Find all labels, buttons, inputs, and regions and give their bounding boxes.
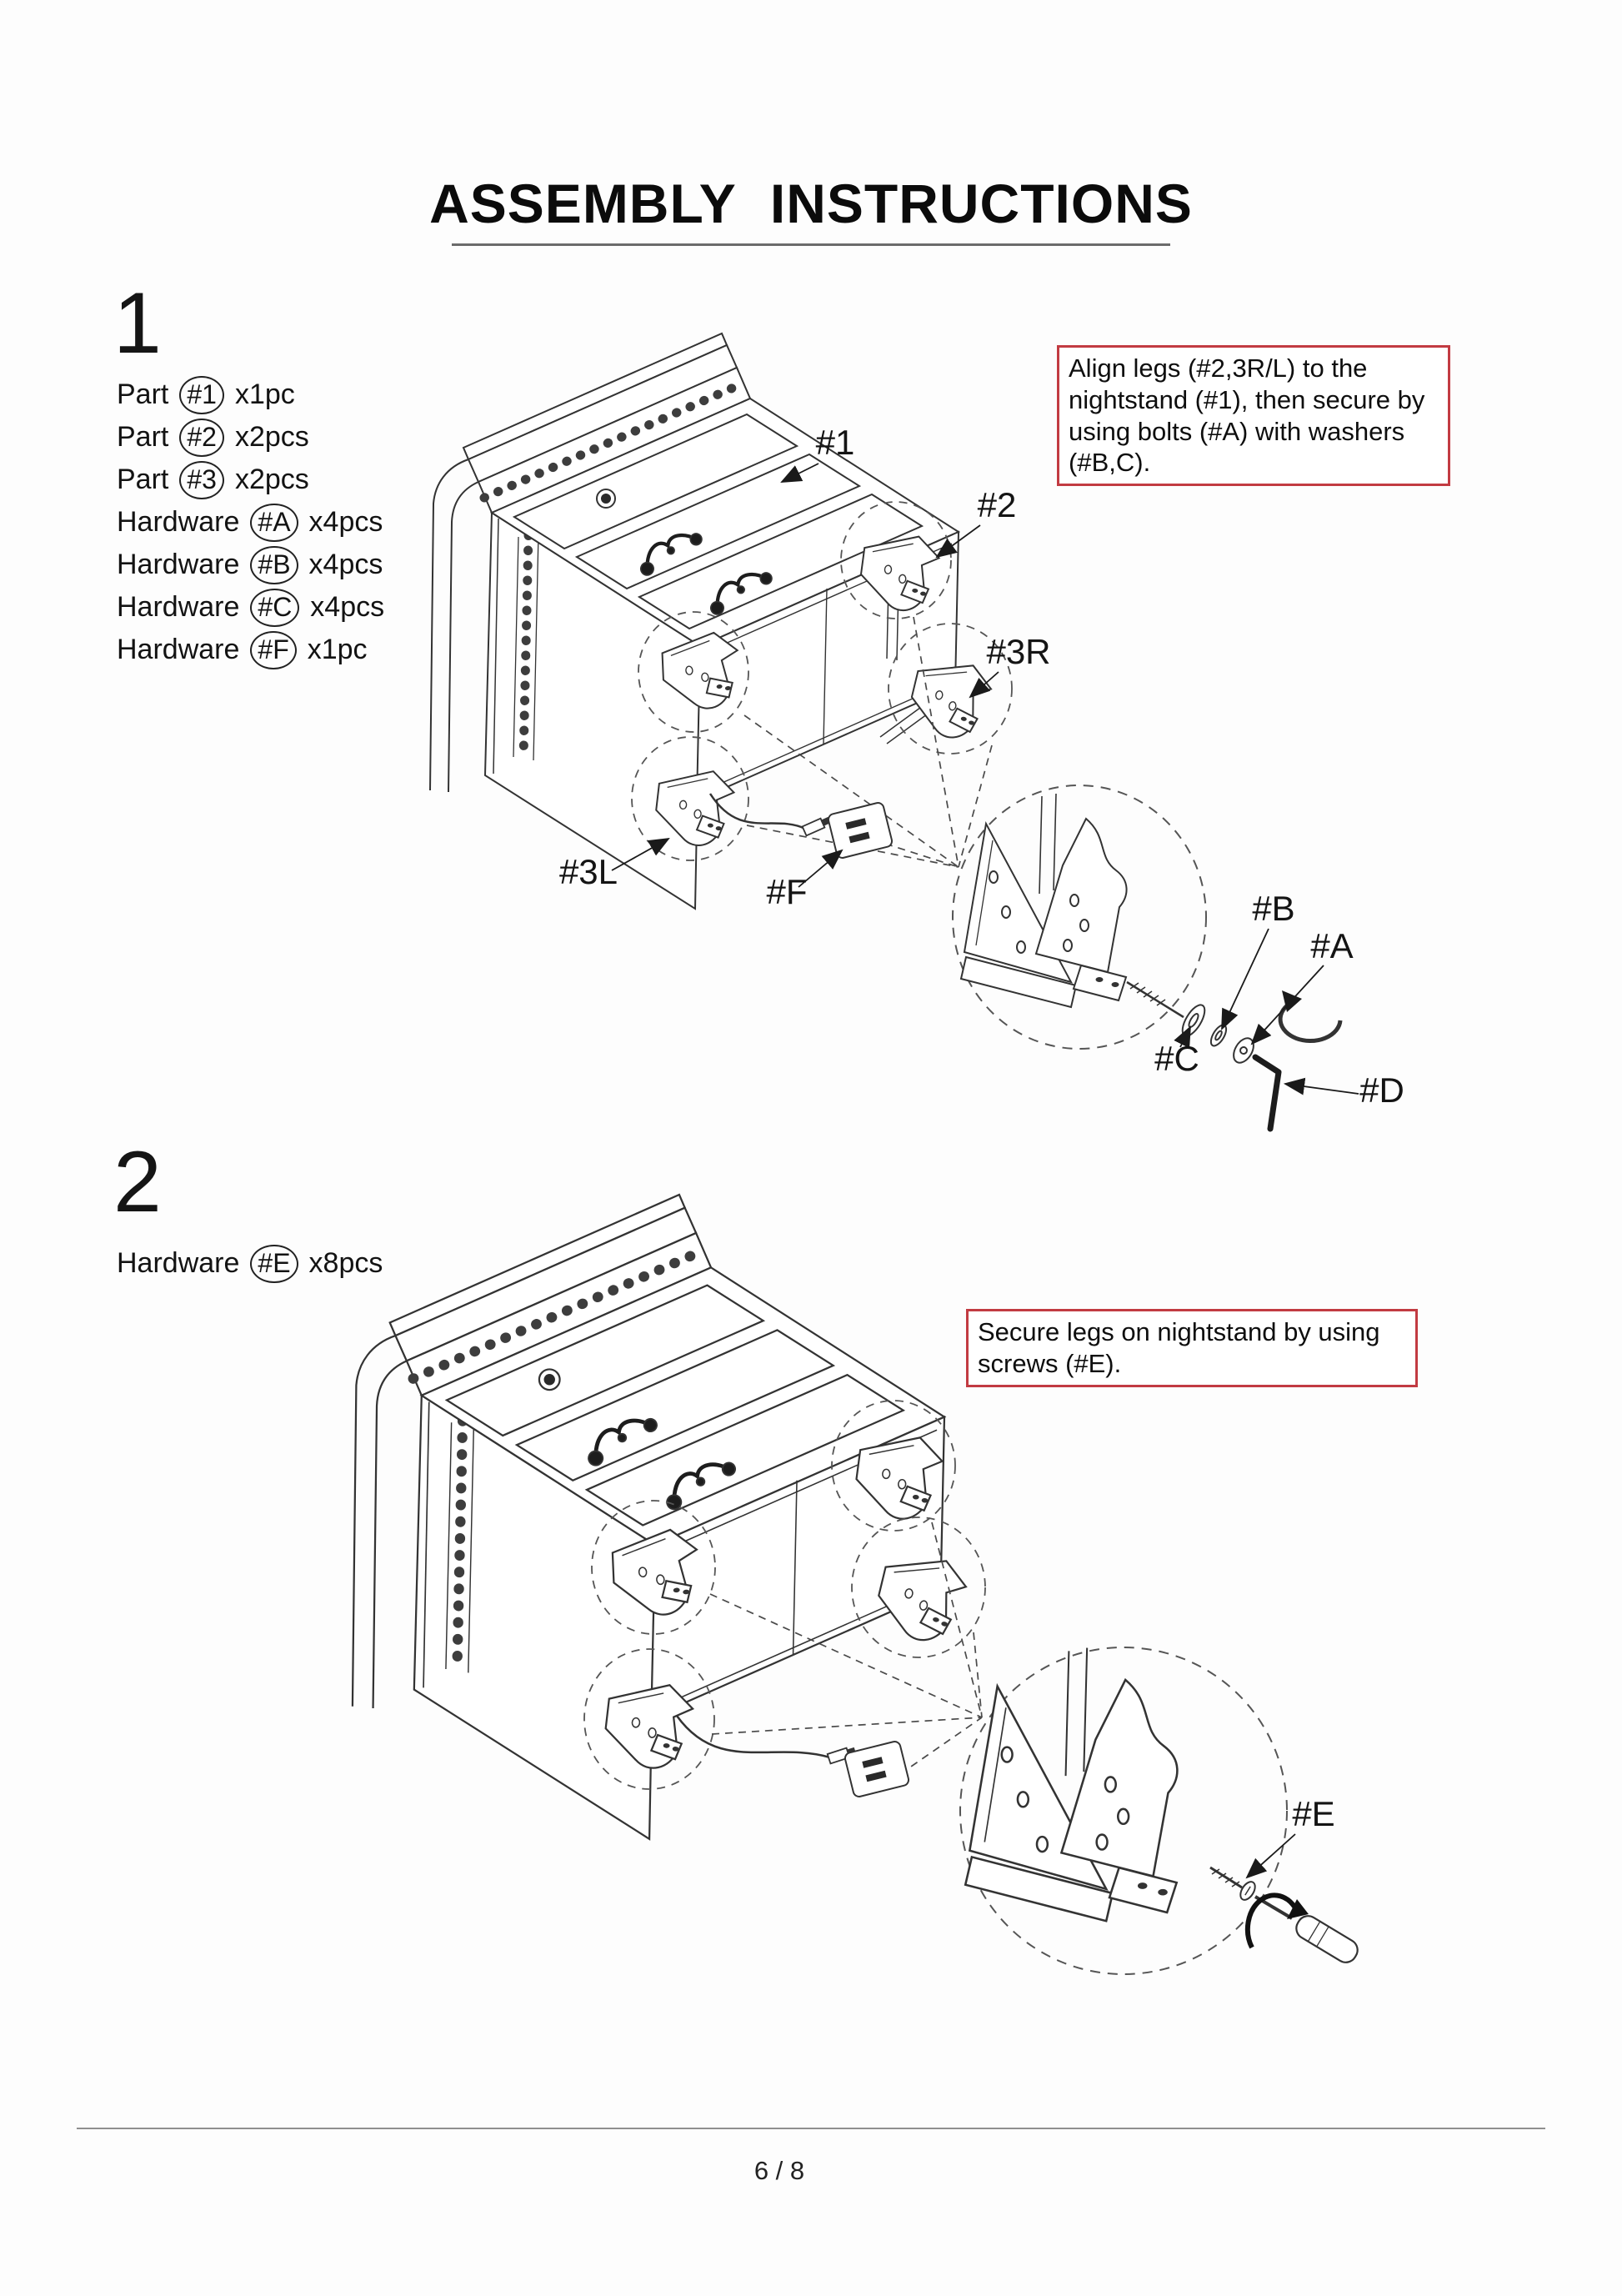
part-code-badge: #F bbox=[250, 631, 296, 669]
parts-list-item bbox=[117, 416, 384, 459]
step2-label-arrows bbox=[1247, 1834, 1295, 1877]
part-qty: x4pcs bbox=[310, 591, 385, 623]
power-strip bbox=[677, 1716, 910, 1797]
label-hw-a: #A bbox=[1310, 926, 1354, 965]
part-code-badge: #C bbox=[250, 589, 299, 627]
label-hw-b: #B bbox=[1252, 889, 1295, 928]
step2-number: 2 bbox=[113, 1134, 162, 1231]
part-prefix: Part bbox=[117, 421, 169, 453]
label-hw-d: #D bbox=[1359, 1070, 1404, 1110]
parts-list-item bbox=[117, 629, 384, 671]
parts-list-item bbox=[117, 373, 384, 416]
part-qty: x8pcs bbox=[308, 1247, 383, 1279]
parts-list-item bbox=[117, 459, 384, 501]
parts-list-item bbox=[117, 544, 384, 586]
step1-detail bbox=[953, 785, 1340, 1129]
title-underline bbox=[452, 243, 1170, 246]
label-part2: #2 bbox=[977, 485, 1017, 524]
part-qty: x2pcs bbox=[234, 464, 309, 495]
page-number: 6 / 8 bbox=[753, 2156, 805, 2185]
label-hw-e: #E bbox=[1292, 1794, 1335, 1833]
part-code-badge: #3 bbox=[179, 461, 224, 499]
step1-parts-list bbox=[117, 373, 384, 671]
parts-list-item bbox=[117, 1242, 383, 1285]
allen-key-icon bbox=[1255, 1057, 1279, 1129]
step2-instruction-callout: Secure legs on nightstand by using screws (#E). bbox=[966, 1309, 1418, 1387]
part-prefix: Hardware bbox=[117, 549, 240, 580]
part-qty: x4pcs bbox=[308, 549, 383, 580]
part-code-badge: #2 bbox=[179, 419, 224, 457]
rotate-arrow-icon bbox=[1280, 990, 1340, 1041]
part-qty: x1pc bbox=[307, 634, 368, 665]
part-prefix: Part bbox=[117, 464, 169, 495]
label-hw-c: #C bbox=[1154, 1039, 1199, 1078]
power-strip bbox=[710, 794, 894, 859]
part-code-badge: #1 bbox=[179, 376, 224, 414]
step2-parts-list bbox=[117, 1242, 383, 1285]
label-part3r: #3R bbox=[986, 632, 1051, 671]
part-qty: x2pcs bbox=[234, 421, 309, 453]
step1-instruction-callout: Align legs (#2,3R/L) to the nightstand (#1), then secure by using bolts (#A) with washers (#B,C). bbox=[1057, 345, 1450, 486]
step1-number: 1 bbox=[113, 275, 162, 372]
screwdriver-icon bbox=[1255, 1897, 1361, 1967]
part-qty: x1pc bbox=[234, 378, 295, 410]
label-partf: #F bbox=[766, 872, 808, 911]
parts-list-item bbox=[117, 501, 384, 544]
part-prefix: Hardware bbox=[117, 506, 240, 538]
page-title: ASSEMBLY INSTRUCTIONS bbox=[429, 173, 1193, 234]
label-part3l: #3L bbox=[558, 852, 618, 891]
parts-list-item bbox=[117, 586, 384, 629]
part-code-badge: #E bbox=[250, 1245, 298, 1283]
footer-divider bbox=[77, 2128, 1545, 2129]
part-code-badge: #A bbox=[250, 504, 298, 542]
part-prefix: Hardware bbox=[117, 634, 240, 665]
screw-assembly bbox=[1210, 1867, 1361, 1967]
part-prefix: Hardware bbox=[117, 1247, 240, 1279]
label-part1: #1 bbox=[815, 423, 855, 462]
part-qty: x4pcs bbox=[308, 506, 383, 538]
part-prefix: Hardware bbox=[117, 591, 240, 623]
part-code-badge: #B bbox=[250, 546, 298, 584]
part-prefix: Part bbox=[117, 378, 169, 410]
